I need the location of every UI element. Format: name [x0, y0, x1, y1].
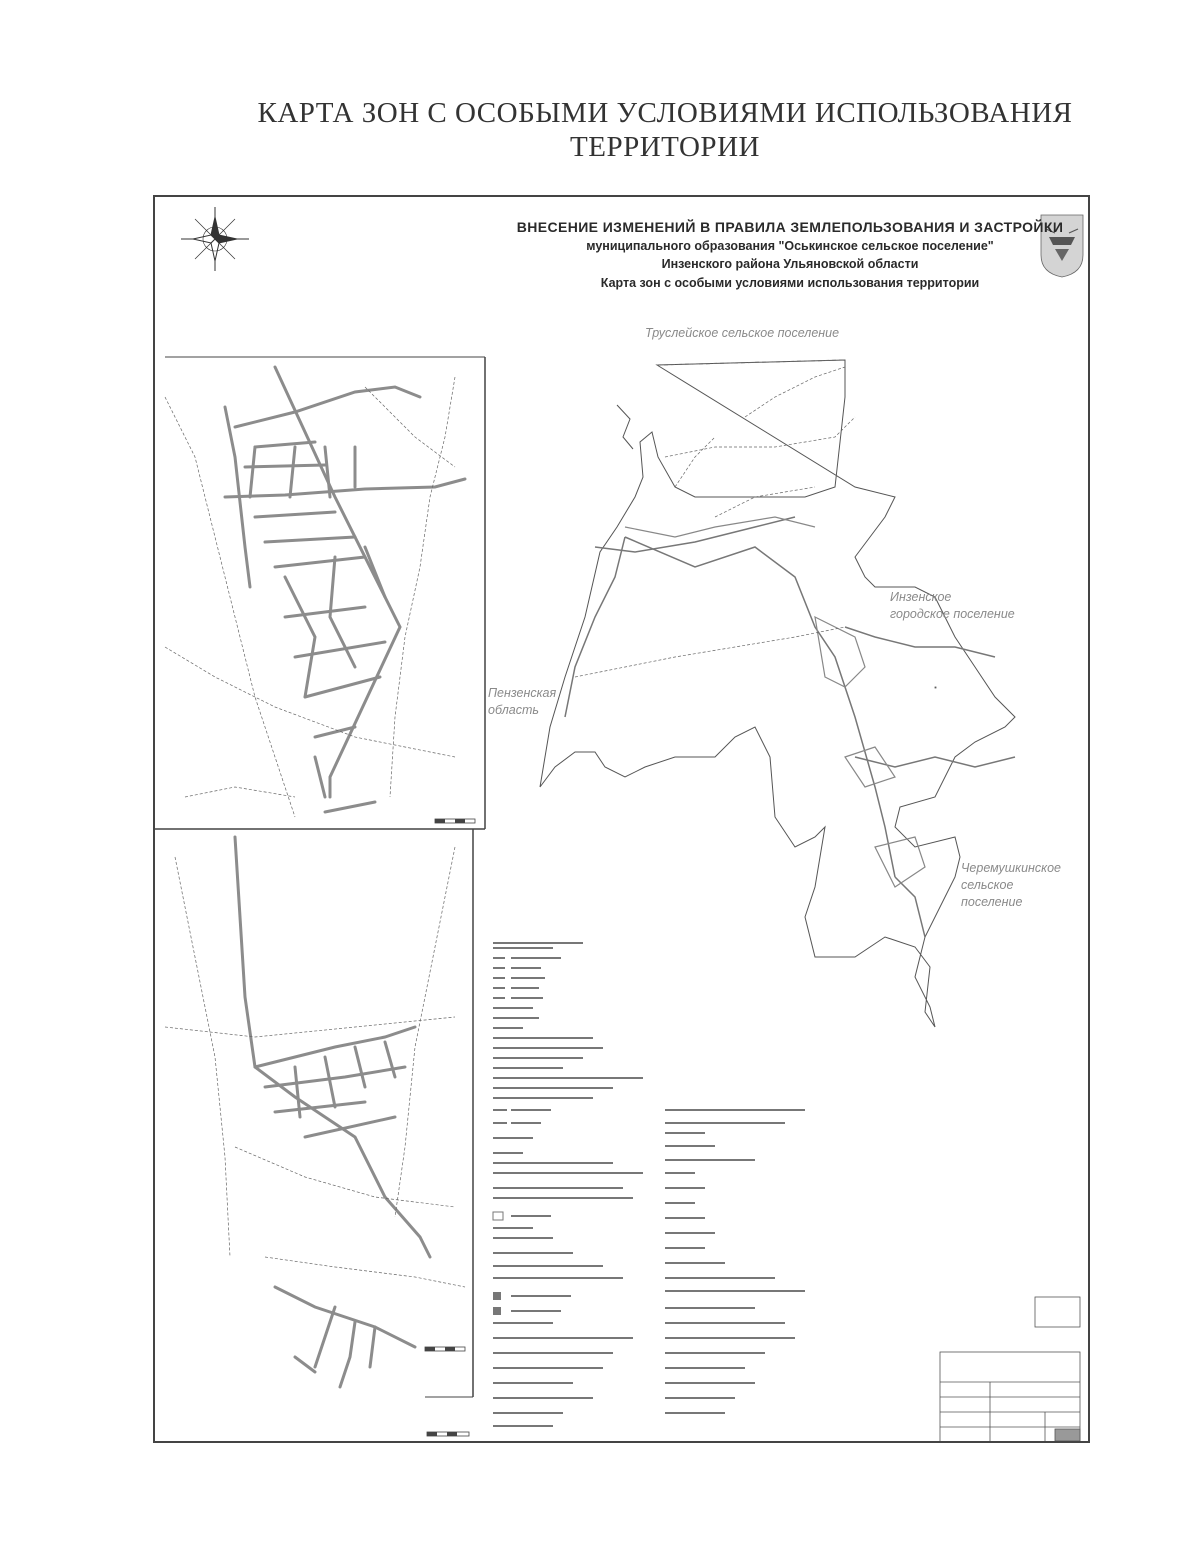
inset-frame-bottom [425, 829, 473, 1397]
village-map-bottom [235, 837, 430, 1387]
map-header-map-name: Карта зон с особыми условиями использования территории [600, 276, 980, 290]
map-header-district: Инзенского района Ульяновской области [661, 257, 919, 271]
region-label-penza-line-2: область [488, 703, 539, 717]
map-drawing [155, 197, 1088, 1441]
map-sheet [153, 195, 1090, 1443]
region-label-truslei: Труслейское сельское поселение [645, 326, 840, 340]
region-label-cheremushki-line-2: сельское [961, 878, 1014, 892]
region-label-inza-line-2: городское поселение [890, 607, 1015, 621]
title-block [935, 687, 1080, 1441]
map-header-municipality: муниципального образования "Оськинское сельское поселение" [586, 239, 994, 253]
map-header-title: ВНЕСЕНИЕ ИЗМЕНЕНИЙ В ПРАВИЛА ЗЕМЛЕПОЛЬЗОВАНИЯ И ЗАСТРОЙКИ [516, 219, 1064, 235]
page-title-line-1: КАРТА ЗОН С ОСОБЫМИ УСЛОВИЯМИ ИСПОЛЬЗОВАНИЯ [257, 97, 1073, 129]
scale-bar-bottom [425, 1347, 469, 1441]
settlement-blocks [625, 517, 925, 887]
page-title-line-2: ТЕРРИТОРИИ [570, 131, 760, 163]
region-label-inza-line-1: Инзенское [890, 590, 952, 604]
compass-rose-icon [181, 207, 249, 271]
village-map-bottom-details [165, 847, 465, 1287]
main-roads [565, 517, 1015, 937]
region-label-cheremushki-line-1: Черемушкинское [961, 861, 1061, 875]
region-label-penza-line-1: Пензенская [488, 686, 557, 700]
region-label-cheremushki [961, 860, 1061, 911]
village-map-top [225, 367, 465, 812]
region-label-inza [890, 589, 1015, 623]
zone-dashes [575, 367, 855, 677]
settlement-boundary [540, 360, 1015, 1027]
region-label-penza [488, 685, 556, 719]
inset-frame-top [155, 357, 485, 829]
scale-bar-top [435, 819, 475, 823]
legend [493, 942, 805, 1427]
region-label-cheremushki-line-3: поселение [961, 895, 1023, 909]
page-title [250, 96, 1080, 164]
